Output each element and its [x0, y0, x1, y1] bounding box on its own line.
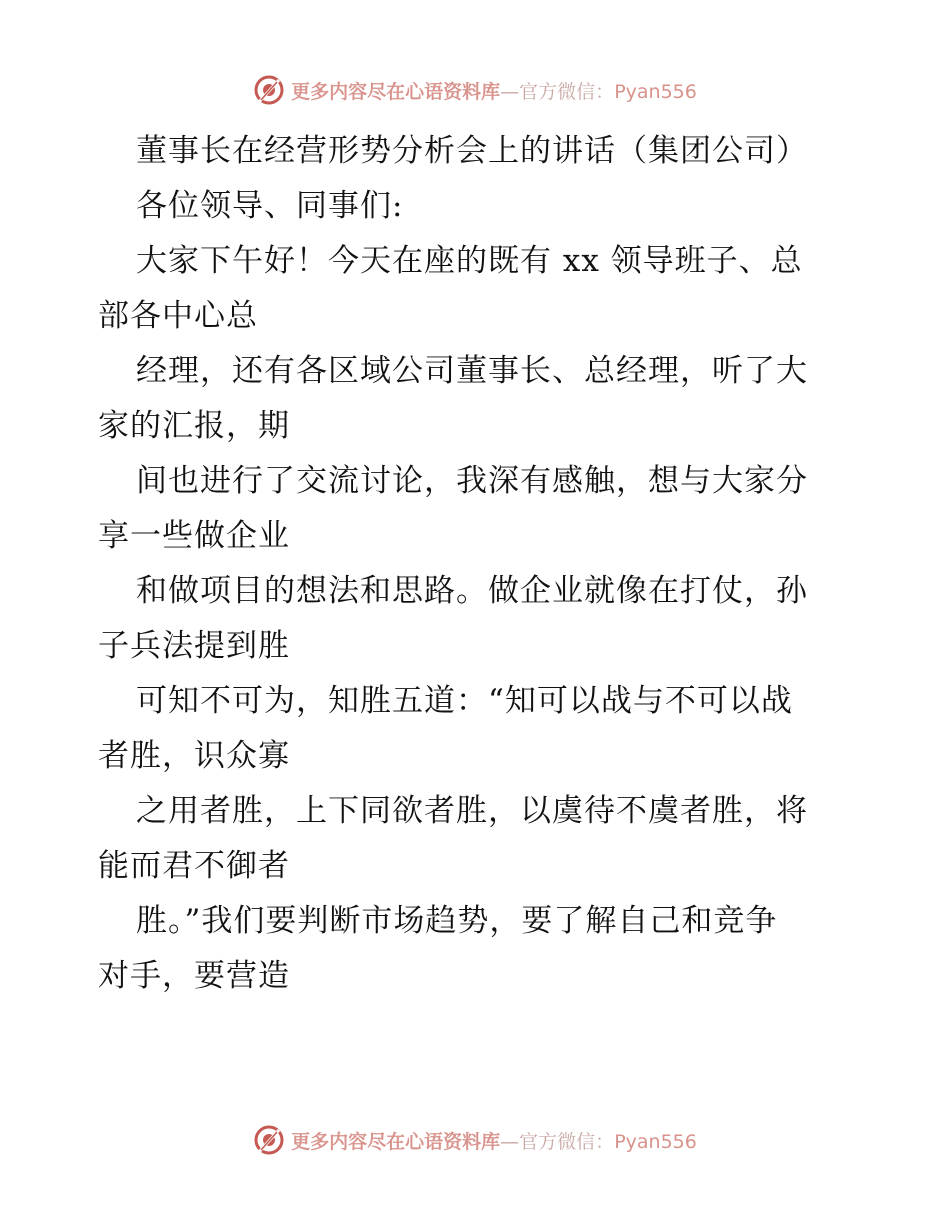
watermark-text	[291, 1127, 697, 1154]
paragraph-line: 和做项目的想法和思路。做企业就像在打仗，孙	[136, 573, 808, 609]
watermark-label: 官方微信：	[519, 1130, 615, 1153]
document-body	[98, 124, 853, 1004]
paragraph-line: 胜。”我们要判断市场趋势，要了解自己和竞争	[136, 903, 778, 939]
paragraph-line: 能而君不御者	[98, 848, 290, 884]
paragraph-line: 大家下午好！今天在座的既有 xx 领导班子、总	[136, 243, 803, 279]
paragraph-line: 可知不可为，知胜五道：“知可以战与不可以战	[136, 683, 793, 719]
pen-logo-icon	[253, 1124, 285, 1156]
pen-logo-icon	[253, 74, 285, 106]
document-title: 董事长在经营形势分析会上的讲话（集团公司）	[136, 133, 808, 169]
paragraph-line: 之用者胜，上下同欲者胜，以虞待不虞者胜，将	[136, 793, 808, 829]
paragraph-line: 家的汇报，期	[98, 408, 290, 444]
paragraph-line: 部各中心总	[98, 298, 258, 334]
document-greeting: 各位领导、同事们:	[136, 188, 404, 224]
watermark-separator: —	[500, 1130, 520, 1153]
paragraph-line: 间也进行了交流讨论，我深有感触，想与大家分	[136, 463, 808, 499]
watermark-id: Pyan556	[614, 80, 697, 103]
header-watermark	[0, 72, 950, 108]
watermark-main: 更多内容尽在心语资料库	[291, 1130, 501, 1153]
watermark-id: Pyan556	[614, 1130, 697, 1153]
paragraph-line: 者胜，识众寡	[98, 738, 290, 774]
paragraph-line: 经理，还有各区域公司董事长、总经理，听了大	[136, 353, 808, 389]
watermark-main: 更多内容尽在心语资料库	[291, 80, 501, 103]
watermark-label: 官方微信：	[519, 80, 615, 103]
watermark-text	[291, 77, 697, 104]
paragraph-line: 对手，要营造	[98, 958, 290, 994]
paragraph-line: 享一些做企业	[98, 518, 290, 554]
footer-watermark	[0, 1122, 950, 1158]
paragraph-line: 子兵法提到胜	[98, 628, 290, 664]
watermark-separator: —	[500, 80, 520, 103]
